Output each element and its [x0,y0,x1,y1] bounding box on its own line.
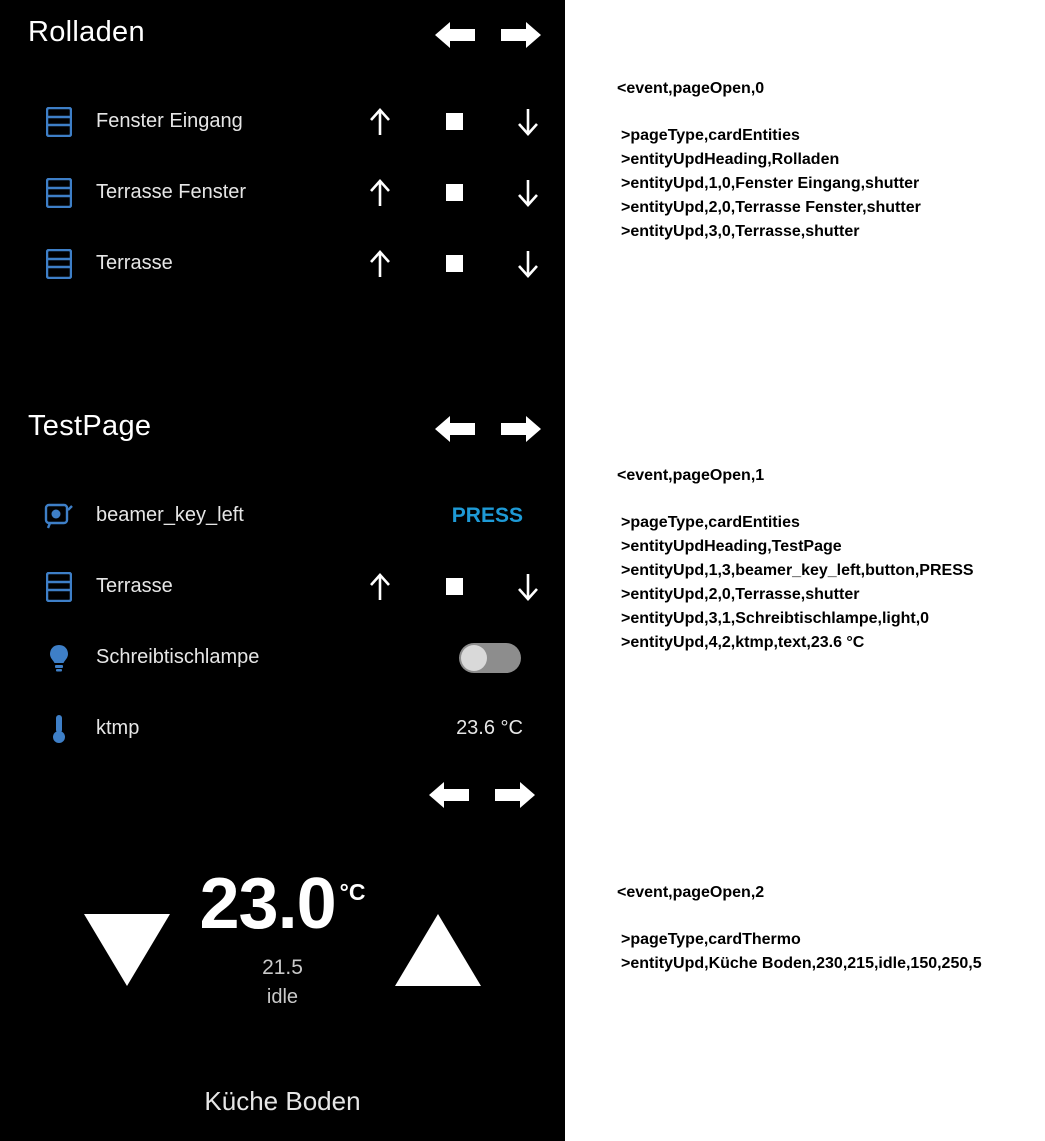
stop-square-icon[interactable] [417,578,491,595]
list-item-label: Terrasse [96,575,173,597]
list-item[interactable] [0,622,565,693]
thermometer-icon [38,713,80,745]
log-line: >entityUpd,3,0,Terrasse,shutter [621,223,860,240]
arrow-right-icon[interactable] [495,778,535,812]
arrow-up-icon[interactable] [343,572,417,602]
card-testpage [0,410,565,764]
log-line: >entityUpd,3,1,Schreibtischlampe,light,0 [621,610,930,627]
card-navigation [435,412,541,446]
list-item-label: Fenster Eingang [96,110,243,132]
serial-log-panel [565,0,1045,1141]
arrow-left-icon[interactable] [435,18,475,52]
log-line: >pageType,cardEntities [621,514,800,531]
stop-square-icon[interactable] [417,184,491,201]
thermostat-name: Küche Boden [204,1086,361,1116]
arrow-down-icon[interactable] [491,107,565,137]
list-item [0,693,565,764]
list-item-label: Terrasse [96,252,173,274]
status-badge: idle [266,986,299,1008]
button-control [452,480,565,551]
log-line: >pageType,cardEntities [621,127,800,144]
page-title: Rolladen [28,16,145,48]
list-item[interactable] [0,86,565,157]
log-line: >entityUpdHeading,Rolladen [621,151,840,168]
card-header [0,16,565,86]
shutter-controls [343,86,565,157]
log-line: >entityUpd,Küche Boden,230,215,idle,150,250,5 [621,955,982,972]
shutter-icon [38,178,80,208]
list-item-label: ktmp [96,717,140,739]
press-button[interactable]: PRESS [451,503,523,527]
shutter-icon [38,107,80,137]
current-temperature-value: 23.0 [199,864,336,944]
log-block [617,80,921,244]
card-navigation [435,18,541,52]
list-item-label: Schreibtischlampe [96,646,260,668]
log-output-lines [621,928,982,976]
page-title: TestPage [28,410,152,442]
shutter-icon [38,572,80,602]
arrow-right-icon[interactable] [501,412,541,446]
temperature-unit: °C [339,879,366,905]
log-block [617,884,982,976]
list-item-label: Terrasse Fenster [96,181,247,203]
log-output-lines [621,124,921,244]
projector-icon [38,502,80,530]
list-item[interactable] [0,551,565,622]
log-line: >entityUpd,2,0,Terrasse,shutter [621,586,860,603]
list-item[interactable] [0,228,565,299]
log-line: >entityUpd,2,0,Terrasse Fenster,shutter [621,199,921,216]
log-line: >entityUpd,4,2,ktmp,text,23.6 °C [621,634,865,651]
lightbulb-icon [38,643,80,673]
arrow-down-icon[interactable] [491,249,565,279]
card-navigation [429,778,535,812]
card-rolladen [0,16,565,299]
toggle-control [459,622,565,693]
arrow-up-icon[interactable] [343,249,417,279]
list-item-label: beamer_key_left [96,504,244,526]
shutter-controls [343,228,565,299]
log-line: >entityUpd,1,0,Fenster Eingang,shutter [621,175,920,192]
list-item[interactable] [0,157,565,228]
text-value [456,693,565,764]
list-item[interactable] [0,480,565,551]
shutter-controls [343,551,565,622]
log-output-lines [621,511,974,655]
stop-square-icon[interactable] [417,113,491,130]
current-temperature [0,864,565,944]
arrow-down-icon[interactable] [491,572,565,602]
card-header [0,778,565,836]
target-temperature: 21.5 [262,956,303,979]
thermostat-body [0,836,565,1066]
log-line: >pageType,cardThermo [621,931,801,948]
arrow-down-icon[interactable] [491,178,565,208]
log-line: >entityUpdHeading,TestPage [621,538,842,555]
temperature-value: 23.6 °C [456,717,523,739]
card-header [0,410,565,480]
log-event-line: <event,pageOpen,0 [617,80,765,97]
light-toggle-switch[interactable] [459,643,521,673]
arrow-up-icon[interactable] [343,107,417,137]
log-block [617,467,974,655]
shutter-controls [343,157,565,228]
arrow-right-icon[interactable] [501,18,541,52]
log-event-line: <event,pageOpen,1 [617,467,765,484]
card-thermo [0,778,565,1141]
arrow-up-icon[interactable] [343,178,417,208]
stop-square-icon[interactable] [417,255,491,272]
log-line: >entityUpd,1,3,beamer_key_left,button,PRESS [621,562,974,579]
arrow-left-icon[interactable] [435,412,475,446]
arrow-left-icon[interactable] [429,778,469,812]
log-event-line: <event,pageOpen,2 [617,884,765,901]
shutter-icon [38,249,80,279]
